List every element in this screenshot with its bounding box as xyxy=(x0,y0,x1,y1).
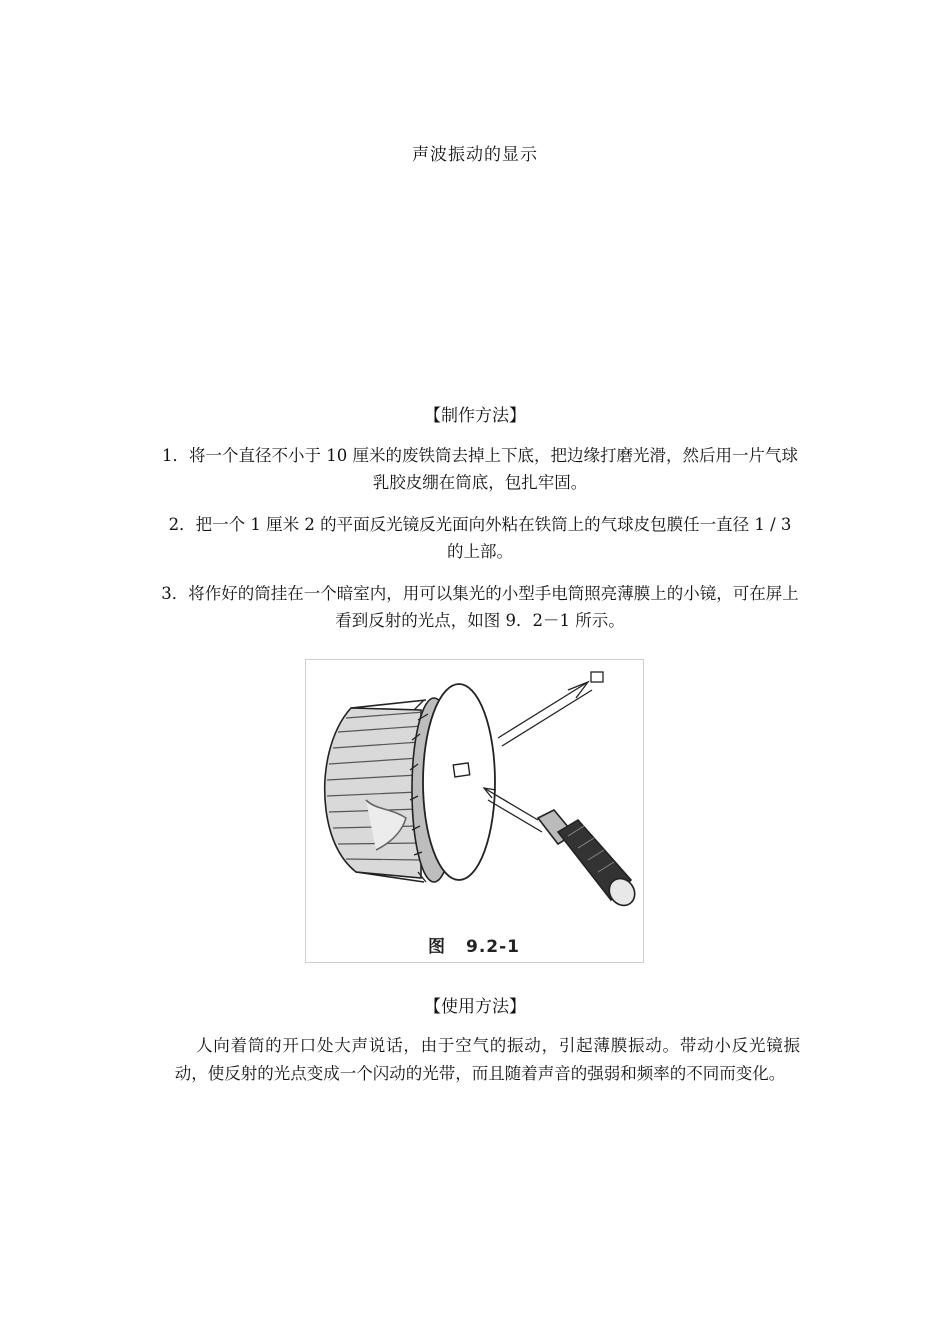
figure-drum-flashlight xyxy=(305,659,644,963)
drum-icon xyxy=(325,684,495,882)
section-heading-make: 【制作方法】 xyxy=(424,406,526,426)
figure-caption xyxy=(428,932,520,957)
section-heading-use: 【使用方法】 xyxy=(424,997,526,1017)
figure-caption-prefix: 图 xyxy=(428,937,446,957)
step-2: 2．把一个 1 厘米 2 的平面反光镜反光面向外粘在铁筒上的气球皮包膜任一直径 1 / 3 的上部。 xyxy=(168,515,792,561)
use-paragraph: 人向着筒的开口处大声说话，由于空气的振动，引起薄膜振动。带动小反光镜振动，使反射的光点变成一个闪动的光带，而且随着声音的强弱和频率的不同而变化。 xyxy=(174,1036,800,1083)
page-title: 声波振动的显示 xyxy=(412,145,538,165)
step-1: 1．将一个直径不小于 10 厘米的废铁筒去掉上下底，把边缘打磨光滑，然后用一片气球乳胶皮绷在筒底，包扎牢固。 xyxy=(162,446,798,492)
step-3: 3．将作好的筒挂在一个暗室内，用可以集光的小型手电筒照亮薄膜上的小镜，可在屏上看到反射的光点，如图 9．2－1 所示。 xyxy=(161,584,799,630)
reflected-beam-icon xyxy=(498,672,603,746)
drum-illustration xyxy=(306,660,643,962)
flashlight-icon xyxy=(538,810,640,910)
figure-caption-number: 9.2-1 xyxy=(466,937,520,957)
